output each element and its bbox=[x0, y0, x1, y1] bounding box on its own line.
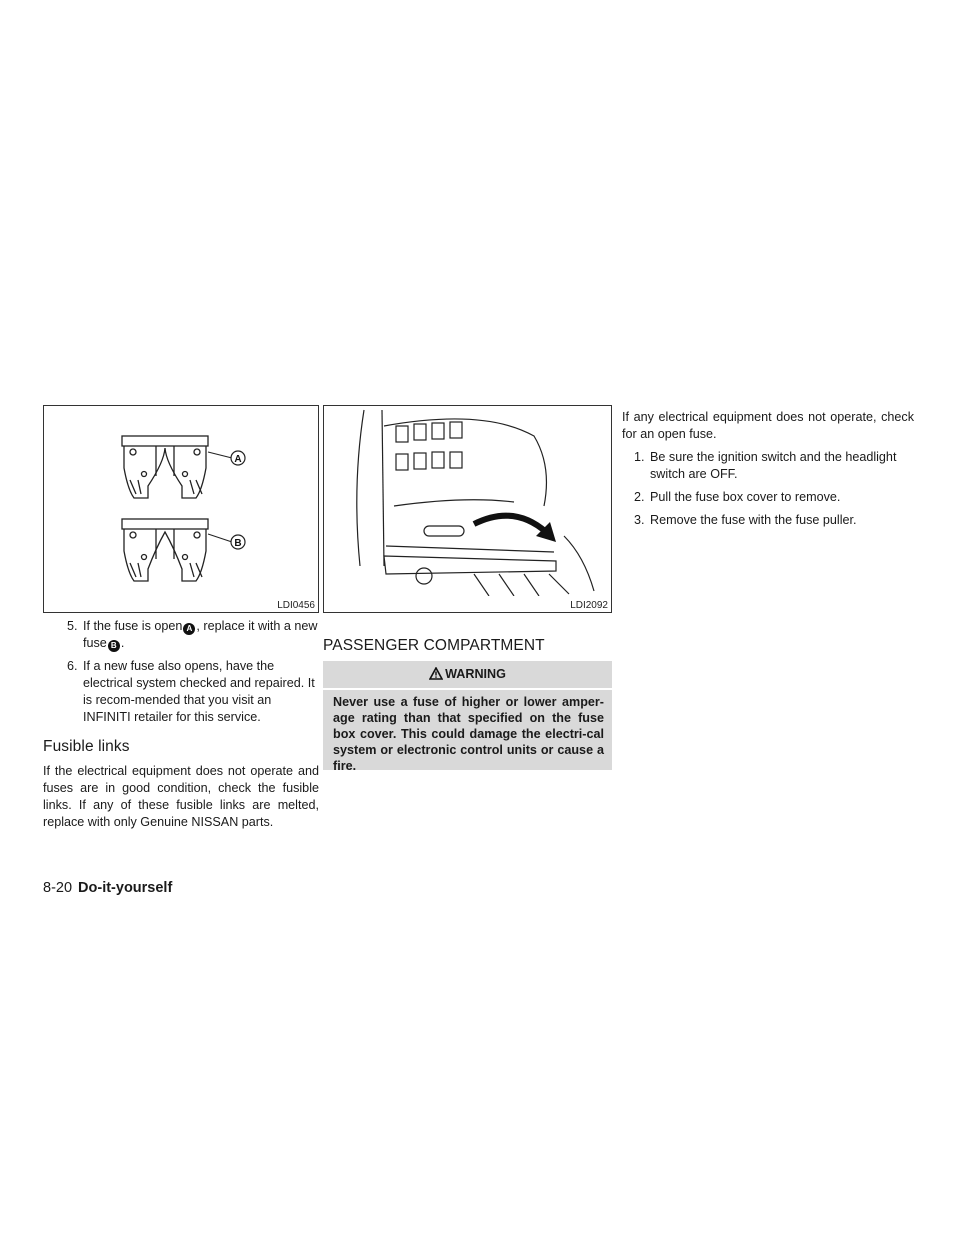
section-title: Do-it-yourself bbox=[78, 880, 173, 896]
left-column bbox=[43, 618, 319, 831]
warning-divider bbox=[323, 688, 612, 690]
fuse-figure bbox=[43, 405, 319, 613]
fuse-box-illustration bbox=[324, 406, 611, 596]
arrow-icon bbox=[474, 516, 546, 532]
page-footer bbox=[43, 880, 172, 896]
step-text: If a new fuse also opens, have the electrical system checked and repaired. It is recom-mended that you visit an INFINITI retailer for this service. bbox=[83, 659, 315, 724]
step-1 bbox=[622, 449, 914, 483]
figure-code: LDI0456 bbox=[277, 600, 315, 611]
step-6 bbox=[43, 658, 319, 726]
step-number: 2. bbox=[634, 490, 645, 504]
page-number: 8-20 bbox=[43, 880, 73, 896]
callout-a-label: A bbox=[234, 454, 242, 465]
fusible-links-body: If the electrical equipment does not operate and fuses are in good condition, check the fusible links. If any of these fusible links are melted, replace with only Genuine NISSAN parts. bbox=[43, 764, 319, 829]
step-3 bbox=[622, 512, 914, 529]
right-column bbox=[622, 409, 914, 535]
leader-line-b bbox=[208, 534, 232, 542]
step-text: Be sure the ignition switch and the headlight switch are OFF. bbox=[650, 450, 897, 481]
step-text: Pull the fuse box cover to remove. bbox=[650, 490, 841, 504]
fuse-b-good bbox=[122, 519, 208, 581]
intro-text: If any electrical equipment does not operate, check for an open fuse. bbox=[622, 410, 914, 441]
step-2 bbox=[622, 489, 914, 506]
passenger-compartment-heading: PASSENGER COMPARTMENT bbox=[323, 637, 545, 654]
warning-title: WARNING bbox=[445, 667, 506, 681]
step-number: 1. bbox=[634, 450, 645, 464]
fuse-a-open bbox=[122, 436, 208, 498]
step-text: . bbox=[120, 636, 125, 650]
figure-code: LDI2092 bbox=[570, 600, 608, 611]
fuse-illustration bbox=[44, 406, 318, 596]
leader-line-a bbox=[208, 452, 232, 458]
callout-b-label: B bbox=[234, 538, 242, 549]
compartment-figure bbox=[323, 405, 612, 613]
warning-header bbox=[323, 661, 612, 687]
step-text: , replace it with a new fuse bbox=[83, 619, 318, 650]
step-number: 3. bbox=[634, 513, 645, 527]
step-number: 6. bbox=[67, 659, 78, 673]
callout-b-badge: B bbox=[108, 640, 120, 652]
step-5 bbox=[43, 618, 319, 652]
callout-a-badge: A bbox=[183, 623, 195, 635]
warning-box bbox=[323, 661, 612, 773]
step-text: Remove the fuse with the fuse puller. bbox=[650, 513, 857, 527]
warning-text: Never use a fuse of higher or lower amper-age rating than that specified on the fuse box cover. This could damage the electri-cal system or electronic control units or cause a fire. bbox=[333, 695, 604, 773]
step-number: 5. bbox=[67, 619, 78, 633]
fusible-links-heading: Fusible links bbox=[43, 738, 130, 755]
step-text: If the fuse is open bbox=[83, 619, 183, 633]
warning-icon bbox=[429, 667, 443, 680]
